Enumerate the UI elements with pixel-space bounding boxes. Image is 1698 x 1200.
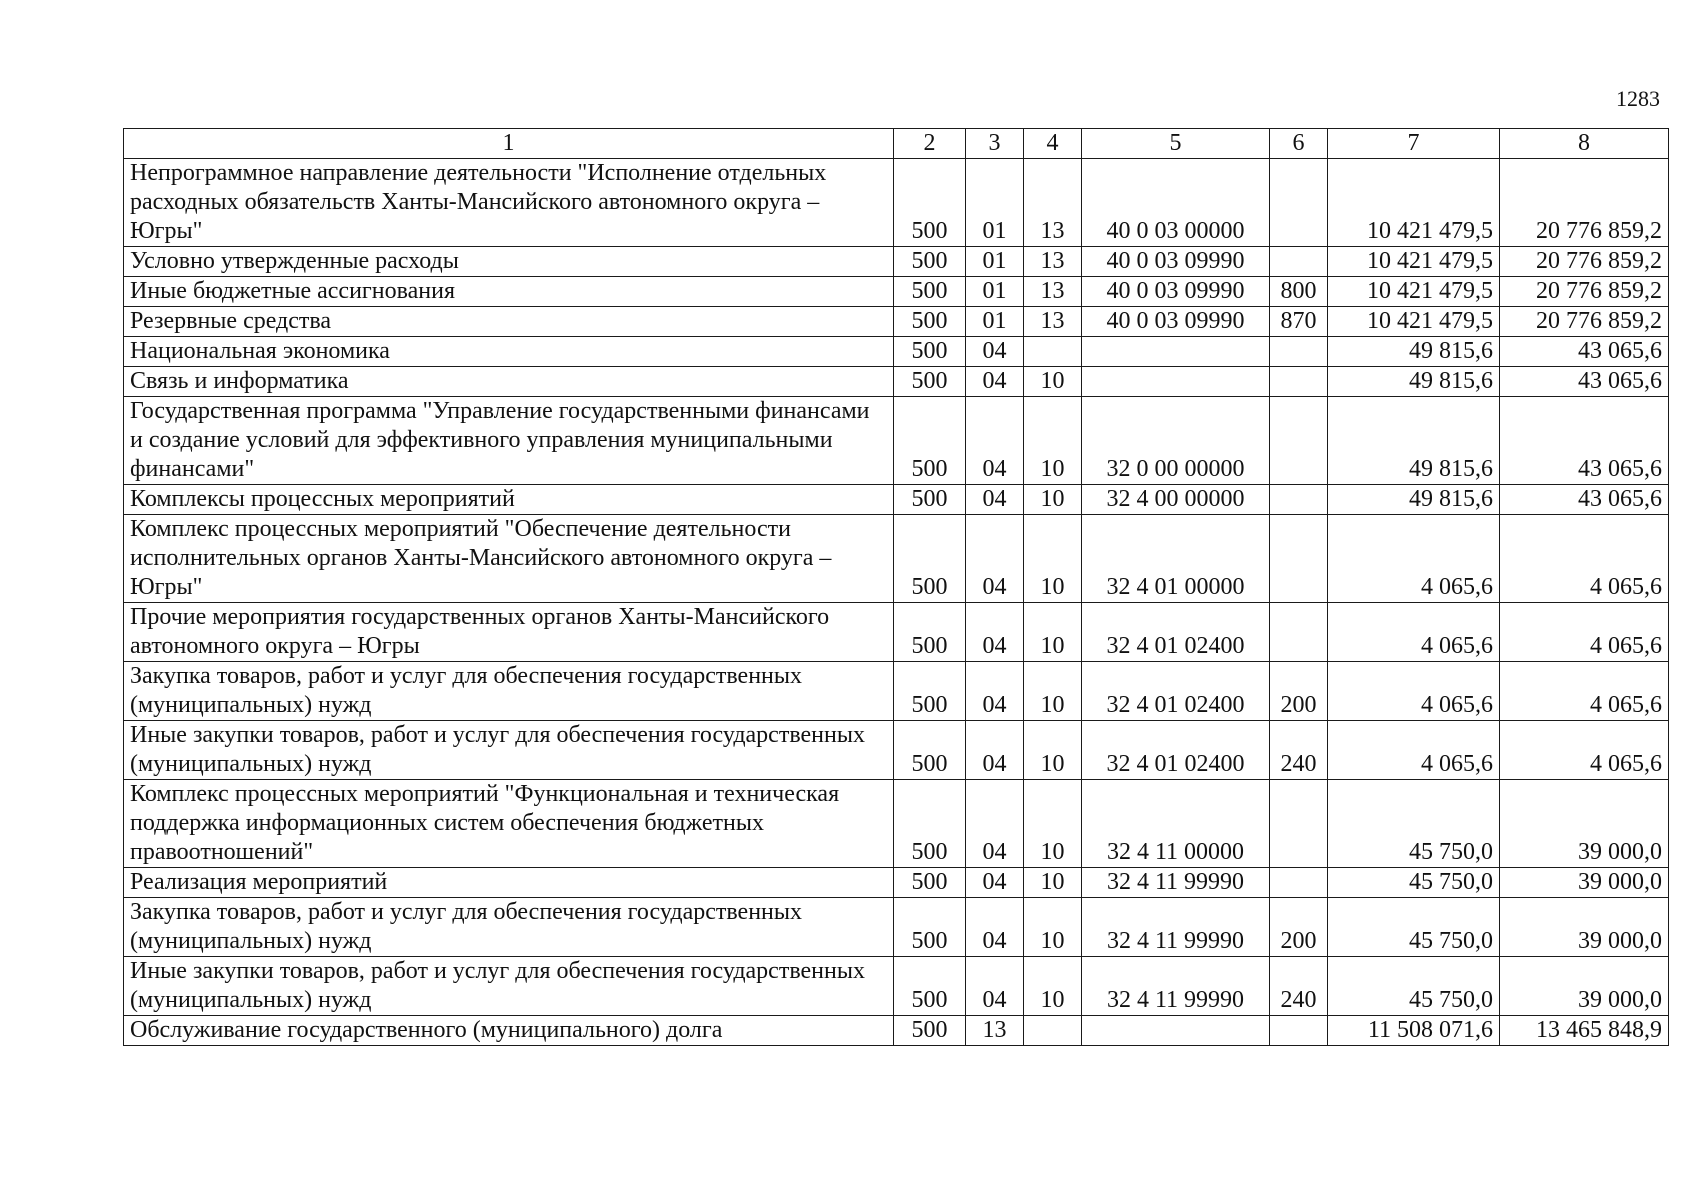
amount-year-1-cell: 49 815,6 (1328, 337, 1500, 367)
target-article-code-cell (1082, 367, 1270, 397)
section-code-cell: 04 (966, 515, 1024, 603)
expense-type-code-cell (1270, 780, 1328, 868)
ministry-code-cell: 500 (894, 1016, 966, 1046)
subsection-code-cell: 10 (1024, 780, 1082, 868)
section-code-cell: 04 (966, 868, 1024, 898)
expense-type-code-cell: 200 (1270, 662, 1328, 721)
target-article-code-cell: 32 4 11 00000 (1082, 780, 1270, 868)
amount-year-1-cell: 4 065,6 (1328, 515, 1500, 603)
ministry-code-cell: 500 (894, 307, 966, 337)
header-cell-2: 2 (894, 129, 966, 159)
target-article-code-cell: 32 4 01 00000 (1082, 515, 1270, 603)
subsection-code-cell: 10 (1024, 868, 1082, 898)
amount-year-1-cell: 4 065,6 (1328, 662, 1500, 721)
subsection-code-cell: 13 (1024, 247, 1082, 277)
target-article-code-cell: 32 4 11 99990 (1082, 868, 1270, 898)
section-code-cell: 04 (966, 721, 1024, 780)
amount-year-2-cell: 43 065,6 (1500, 485, 1669, 515)
amount-year-1-cell: 10 421 479,5 (1328, 277, 1500, 307)
amount-year-1-cell: 45 750,0 (1328, 780, 1500, 868)
item-name-cell: Связь и информатика (124, 367, 894, 397)
amount-year-1-cell: 10 421 479,5 (1328, 307, 1500, 337)
subsection-code-cell: 10 (1024, 367, 1082, 397)
amount-year-2-cell: 20 776 859,2 (1500, 307, 1669, 337)
amount-year-2-cell: 20 776 859,2 (1500, 159, 1669, 247)
item-name-cell: Условно утвержденные расходы (124, 247, 894, 277)
amount-year-2-cell: 4 065,6 (1500, 721, 1669, 780)
item-name-cell: Комплекс процессных мероприятий "Функциональная и техническая поддержка информационных систем обеспечения бюджетных правоотношений" (124, 780, 894, 868)
amount-year-2-cell: 4 065,6 (1500, 515, 1669, 603)
target-article-code-cell: 32 0 00 00000 (1082, 397, 1270, 485)
amount-year-1-cell: 4 065,6 (1328, 721, 1500, 780)
subsection-code-cell: 13 (1024, 159, 1082, 247)
table-row (124, 307, 1669, 337)
section-code-cell: 01 (966, 159, 1024, 247)
ministry-code-cell: 500 (894, 780, 966, 868)
section-code-cell: 01 (966, 307, 1024, 337)
item-name-cell: Обслуживание государственного (муниципального) долга (124, 1016, 894, 1046)
ministry-code-cell: 500 (894, 957, 966, 1016)
table-row (124, 367, 1669, 397)
section-code-cell: 04 (966, 337, 1024, 367)
target-article-code-cell: 32 4 11 99990 (1082, 957, 1270, 1016)
header-cell-8: 8 (1500, 129, 1669, 159)
expense-type-code-cell (1270, 367, 1328, 397)
amount-year-2-cell: 39 000,0 (1500, 957, 1669, 1016)
amount-year-1-cell: 49 815,6 (1328, 397, 1500, 485)
table-row (124, 898, 1669, 957)
target-article-code-cell: 32 4 11 99990 (1082, 898, 1270, 957)
table-row (124, 721, 1669, 780)
table-row (124, 337, 1669, 367)
table-row (124, 1016, 1669, 1046)
subsection-code-cell: 10 (1024, 721, 1082, 780)
expense-type-code-cell: 800 (1270, 277, 1328, 307)
target-article-code-cell: 32 4 01 02400 (1082, 603, 1270, 662)
expense-type-code-cell: 200 (1270, 898, 1328, 957)
amount-year-2-cell: 39 000,0 (1500, 898, 1669, 957)
expense-type-code-cell (1270, 1016, 1328, 1046)
page-number: 1283 (1616, 86, 1660, 111)
amount-year-1-cell: 45 750,0 (1328, 868, 1500, 898)
item-name-cell: Закупка товаров, работ и услуг для обеспечения государственных (муниципальных) нужд (124, 662, 894, 721)
ministry-code-cell: 500 (894, 159, 966, 247)
section-code-cell: 01 (966, 247, 1024, 277)
header-cell-1: 1 (124, 129, 894, 159)
ministry-code-cell: 500 (894, 247, 966, 277)
table-row (124, 603, 1669, 662)
subsection-code-cell: 10 (1024, 898, 1082, 957)
table-row (124, 957, 1669, 1016)
target-article-code-cell: 40 0 03 09990 (1082, 277, 1270, 307)
subsection-code-cell: 10 (1024, 662, 1082, 721)
amount-year-1-cell: 10 421 479,5 (1328, 159, 1500, 247)
amount-year-2-cell: 39 000,0 (1500, 868, 1669, 898)
subsection-code-cell: 10 (1024, 485, 1082, 515)
section-code-cell: 04 (966, 397, 1024, 485)
item-name-cell: Резервные средства (124, 307, 894, 337)
item-name-cell: Иные бюджетные ассигнования (124, 277, 894, 307)
item-name-cell: Государственная программа "Управление государственными финансами и создание условий для эффективного управления муниципальными финансами" (124, 397, 894, 485)
section-code-cell: 04 (966, 957, 1024, 1016)
table-row (124, 159, 1669, 247)
amount-year-2-cell: 39 000,0 (1500, 780, 1669, 868)
ministry-code-cell: 500 (894, 277, 966, 307)
section-code-cell: 04 (966, 367, 1024, 397)
ministry-code-cell: 500 (894, 603, 966, 662)
expense-type-code-cell (1270, 603, 1328, 662)
ministry-code-cell: 500 (894, 721, 966, 780)
item-name-cell: Реализация мероприятий (124, 868, 894, 898)
target-article-code-cell: 40 0 03 09990 (1082, 307, 1270, 337)
table-row (124, 515, 1669, 603)
amount-year-1-cell: 10 421 479,5 (1328, 247, 1500, 277)
item-name-cell: Прочие мероприятия государственных органов Ханты-Мансийского автономного округа – Югры (124, 603, 894, 662)
header-cell-7: 7 (1328, 129, 1500, 159)
subsection-code-cell: 10 (1024, 515, 1082, 603)
table-row (124, 662, 1669, 721)
ministry-code-cell: 500 (894, 397, 966, 485)
ministry-code-cell: 500 (894, 485, 966, 515)
section-code-cell: 04 (966, 662, 1024, 721)
subsection-code-cell: 13 (1024, 307, 1082, 337)
expense-type-code-cell (1270, 868, 1328, 898)
table-row (124, 397, 1669, 485)
amount-year-2-cell: 43 065,6 (1500, 367, 1669, 397)
expense-type-code-cell: 240 (1270, 957, 1328, 1016)
header-cell-3: 3 (966, 129, 1024, 159)
expense-type-code-cell (1270, 159, 1328, 247)
amount-year-1-cell: 4 065,6 (1328, 603, 1500, 662)
subsection-code-cell: 10 (1024, 957, 1082, 1016)
expense-type-code-cell (1270, 247, 1328, 277)
amount-year-1-cell: 49 815,6 (1328, 485, 1500, 515)
header-cell-6: 6 (1270, 129, 1328, 159)
ministry-code-cell: 500 (894, 868, 966, 898)
section-code-cell: 04 (966, 780, 1024, 868)
section-code-cell: 04 (966, 898, 1024, 957)
header-cell-5: 5 (1082, 129, 1270, 159)
table-row (124, 277, 1669, 307)
item-name-cell: Непрограммное направление деятельности "Исполнение отдельных расходных обязательств Ханты-Мансийского автономного округа – Югры" (124, 159, 894, 247)
item-name-cell: Комплекс процессных мероприятий "Обеспечение деятельности исполнительных органов Ханты-Мансийского автономного округа – Югры" (124, 515, 894, 603)
expense-type-code-cell (1270, 337, 1328, 367)
amount-year-2-cell: 4 065,6 (1500, 603, 1669, 662)
target-article-code-cell (1082, 337, 1270, 367)
expense-type-code-cell (1270, 485, 1328, 515)
section-code-cell: 01 (966, 277, 1024, 307)
ministry-code-cell: 500 (894, 898, 966, 957)
amount-year-2-cell: 4 065,6 (1500, 662, 1669, 721)
section-code-cell: 13 (966, 1016, 1024, 1046)
amount-year-1-cell: 11 508 071,6 (1328, 1016, 1500, 1046)
amount-year-2-cell: 43 065,6 (1500, 337, 1669, 367)
table-row (124, 780, 1669, 868)
table-row (124, 485, 1669, 515)
target-article-code-cell: 40 0 03 00000 (1082, 159, 1270, 247)
subsection-code-cell: 13 (1024, 277, 1082, 307)
amount-year-1-cell: 45 750,0 (1328, 957, 1500, 1016)
item-name-cell: Комплексы процессных мероприятий (124, 485, 894, 515)
item-name-cell: Иные закупки товаров, работ и услуг для обеспечения государственных (муниципальных) нужд (124, 957, 894, 1016)
amount-year-2-cell: 20 776 859,2 (1500, 277, 1669, 307)
ministry-code-cell: 500 (894, 515, 966, 603)
amount-year-2-cell: 13 465 848,9 (1500, 1016, 1669, 1046)
item-name-cell: Иные закупки товаров, работ и услуг для обеспечения государственных (муниципальных) нужд (124, 721, 894, 780)
target-article-code-cell: 32 4 01 02400 (1082, 662, 1270, 721)
expense-type-code-cell: 870 (1270, 307, 1328, 337)
ministry-code-cell: 500 (894, 367, 966, 397)
table-row (124, 247, 1669, 277)
subsection-code-cell (1024, 337, 1082, 367)
amount-year-2-cell: 43 065,6 (1500, 397, 1669, 485)
section-code-cell: 04 (966, 603, 1024, 662)
budget-table (123, 128, 1669, 1046)
amount-year-1-cell: 45 750,0 (1328, 898, 1500, 957)
target-article-code-cell (1082, 1016, 1270, 1046)
subsection-code-cell: 10 (1024, 397, 1082, 485)
expense-type-code-cell (1270, 515, 1328, 603)
table-header-row (124, 129, 1669, 159)
expense-type-code-cell (1270, 397, 1328, 485)
header-cell-4: 4 (1024, 129, 1082, 159)
ministry-code-cell: 500 (894, 337, 966, 367)
expense-type-code-cell: 240 (1270, 721, 1328, 780)
amount-year-1-cell: 49 815,6 (1328, 367, 1500, 397)
target-article-code-cell: 32 4 00 00000 (1082, 485, 1270, 515)
table-row (124, 868, 1669, 898)
target-article-code-cell: 40 0 03 09990 (1082, 247, 1270, 277)
ministry-code-cell: 500 (894, 662, 966, 721)
amount-year-2-cell: 20 776 859,2 (1500, 247, 1669, 277)
item-name-cell: Закупка товаров, работ и услуг для обеспечения государственных (муниципальных) нужд (124, 898, 894, 957)
subsection-code-cell: 10 (1024, 603, 1082, 662)
subsection-code-cell (1024, 1016, 1082, 1046)
item-name-cell: Национальная экономика (124, 337, 894, 367)
target-article-code-cell: 32 4 01 02400 (1082, 721, 1270, 780)
section-code-cell: 04 (966, 485, 1024, 515)
